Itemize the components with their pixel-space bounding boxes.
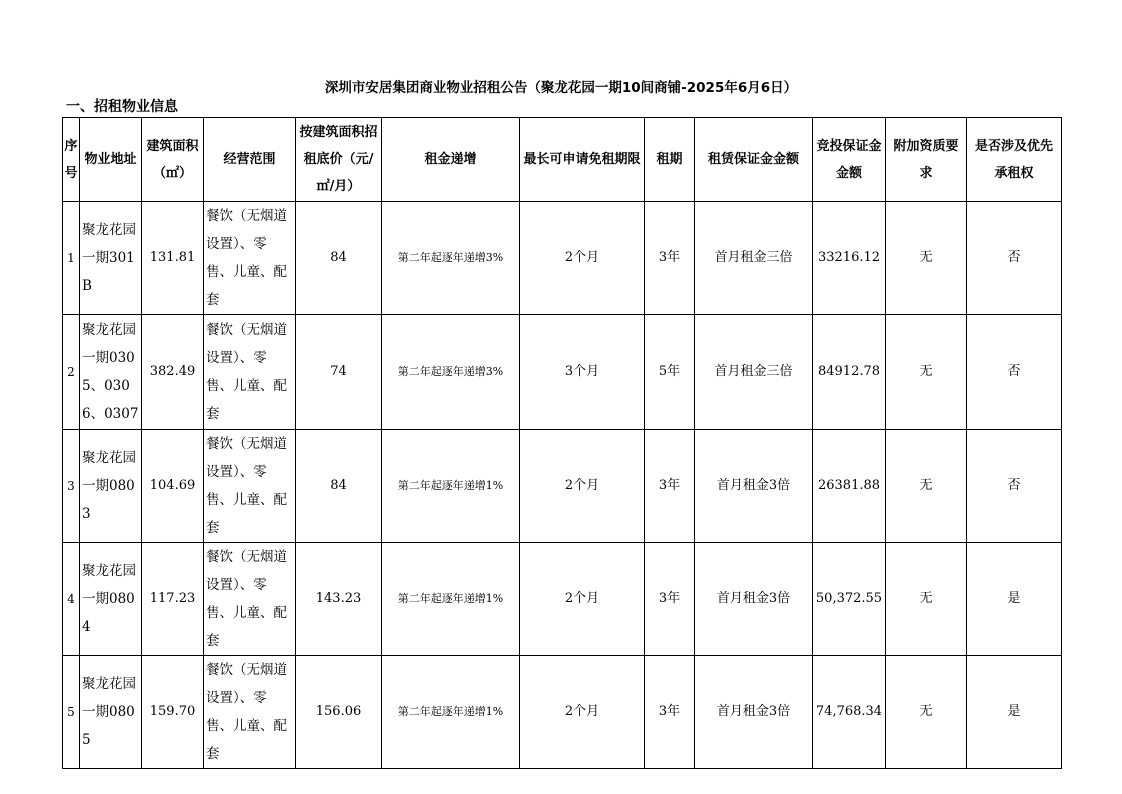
cell-bid-deposit: 74,768.34 bbox=[813, 656, 886, 769]
table-row bbox=[63, 202, 1062, 315]
cell-scope: 餐饮（无烟道设置）、零售、儿童、配套 bbox=[204, 543, 296, 656]
cell-term: 3年 bbox=[645, 430, 695, 543]
property-table bbox=[62, 117, 1062, 769]
cell-address: 聚龙花园一期0804 bbox=[80, 543, 142, 656]
cell-qualification: 无 bbox=[886, 430, 967, 543]
header-seq: 序号 bbox=[63, 118, 80, 202]
cell-increase: 第二年起逐年递增3% bbox=[382, 202, 520, 315]
header-bid-deposit: 竞投保证金金额 bbox=[813, 118, 886, 202]
cell-qualification: 无 bbox=[886, 543, 967, 656]
cell-scope: 餐饮（无烟道设置）、零售、儿童、配套 bbox=[204, 315, 296, 430]
cell-priority: 是 bbox=[967, 543, 1062, 656]
cell-qualification: 无 bbox=[886, 202, 967, 315]
cell-address: 聚龙花园一期0305、0306、0307 bbox=[80, 315, 142, 430]
cell-increase: 第二年起逐年递增3% bbox=[382, 315, 520, 430]
header-free-period: 最长可申请免租期限 bbox=[520, 118, 645, 202]
header-term: 租期 bbox=[645, 118, 695, 202]
cell-free-period: 2个月 bbox=[520, 656, 645, 769]
header-increase: 租金递增 bbox=[382, 118, 520, 202]
cell-qualification: 无 bbox=[886, 656, 967, 769]
cell-lease-deposit: 首月租金3倍 bbox=[695, 430, 813, 543]
cell-price: 143.23 bbox=[296, 543, 382, 656]
cell-free-period: 2个月 bbox=[520, 430, 645, 543]
cell-address: 聚龙花园一期0805 bbox=[80, 656, 142, 769]
cell-price: 84 bbox=[296, 202, 382, 315]
cell-term: 3年 bbox=[645, 543, 695, 656]
cell-priority: 是 bbox=[967, 656, 1062, 769]
cell-address: 聚龙花园一期301B bbox=[80, 202, 142, 315]
table-row bbox=[63, 656, 1062, 769]
cell-price: 74 bbox=[296, 315, 382, 430]
cell-scope: 餐饮（无烟道设置）、零售、儿童、配套 bbox=[204, 202, 296, 315]
table-header-row bbox=[63, 118, 1062, 202]
cell-increase: 第二年起逐年递增1% bbox=[382, 430, 520, 543]
cell-free-period: 3个月 bbox=[520, 315, 645, 430]
cell-area: 117.23 bbox=[142, 543, 204, 656]
cell-bid-deposit: 33216.12 bbox=[813, 202, 886, 315]
cell-price: 84 bbox=[296, 430, 382, 543]
table-row bbox=[63, 315, 1062, 430]
cell-area: 131.81 bbox=[142, 202, 204, 315]
cell-seq: 1 bbox=[63, 202, 80, 315]
cell-priority: 否 bbox=[967, 202, 1062, 315]
cell-lease-deposit: 首月租金三倍 bbox=[695, 315, 813, 430]
cell-bid-deposit: 26381.88 bbox=[813, 430, 886, 543]
cell-lease-deposit: 首月租金三倍 bbox=[695, 202, 813, 315]
cell-price: 156.06 bbox=[296, 656, 382, 769]
cell-bid-deposit: 84912.78 bbox=[813, 315, 886, 430]
header-lease-deposit: 租赁保证金金额 bbox=[695, 118, 813, 202]
table-row bbox=[63, 543, 1062, 656]
cell-increase: 第二年起逐年递增1% bbox=[382, 543, 520, 656]
cell-scope: 餐饮（无烟道设置）、零售、儿童、配套 bbox=[204, 656, 296, 769]
cell-area: 104.69 bbox=[142, 430, 204, 543]
header-price: 按建筑面积招租底价（元/㎡/月） bbox=[296, 118, 382, 202]
cell-free-period: 2个月 bbox=[520, 202, 645, 315]
cell-seq: 4 bbox=[63, 543, 80, 656]
cell-priority: 否 bbox=[967, 315, 1062, 430]
header-address: 物业地址 bbox=[80, 118, 142, 202]
cell-lease-deposit: 首月租金3倍 bbox=[695, 656, 813, 769]
cell-seq: 5 bbox=[63, 656, 80, 769]
cell-qualification: 无 bbox=[886, 315, 967, 430]
header-scope: 经营范围 bbox=[204, 118, 296, 202]
cell-address: 聚龙花园一期0803 bbox=[80, 430, 142, 543]
cell-free-period: 2个月 bbox=[520, 543, 645, 656]
cell-area: 159.70 bbox=[142, 656, 204, 769]
document-title: 深圳市安居集团商业物业招租公告（聚龙花园一期10间商铺-2025年6月6日） bbox=[324, 80, 798, 96]
header-qualification: 附加资质要求 bbox=[886, 118, 967, 202]
cell-increase: 第二年起逐年递增1% bbox=[382, 656, 520, 769]
cell-term: 3年 bbox=[645, 656, 695, 769]
cell-bid-deposit: 50,372.55 bbox=[813, 543, 886, 656]
cell-seq: 2 bbox=[63, 315, 80, 430]
cell-priority: 否 bbox=[967, 430, 1062, 543]
header-area: 建筑面积（㎡） bbox=[142, 118, 204, 202]
cell-area: 382.49 bbox=[142, 315, 204, 430]
cell-scope: 餐饮（无烟道设置）、零售、儿童、配套 bbox=[204, 430, 296, 543]
cell-term: 5年 bbox=[645, 315, 695, 430]
section-heading: 一、招租物业信息 bbox=[66, 99, 178, 115]
table-row bbox=[63, 430, 1062, 543]
header-priority: 是否涉及优先承租权 bbox=[967, 118, 1062, 202]
cell-seq: 3 bbox=[63, 430, 80, 543]
cell-lease-deposit: 首月租金3倍 bbox=[695, 543, 813, 656]
cell-term: 3年 bbox=[645, 202, 695, 315]
